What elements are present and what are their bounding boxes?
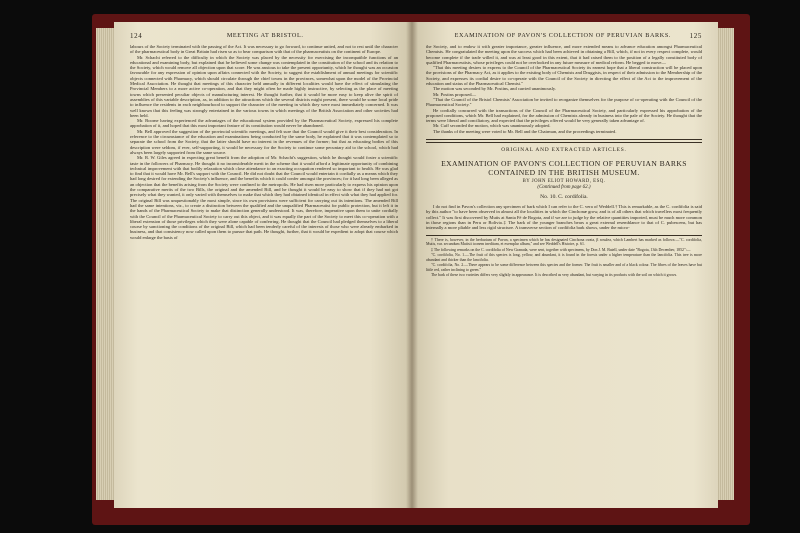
paragraph: I do not find in Pavon's collection any specimen of bark which I can refer to the C. vera of Weddell.† This is remarkable, as the C. cordifolia is said by this author "to have been observed in almost all the localities in which the Cinchonæ grow, and is of all others that which travellers most frequently collect." It was first discovered by Mutis at Santa Fé de Bogota, and if we are to judge by the relative quantities imported, must be much more common in those regions than in Peru or Bolivia.‡ The bark of the younger branches bears a great external resemblance to that of C. pubescens, but has internally a more pliable and less rigid structure. A transverse section of cordifolia bark shows, under the micro- [426,204,702,231]
article-continued-note: (Continued from page 62.) [537,185,591,191]
right-page [412,22,718,508]
section-rule-thin [426,142,702,143]
right-page-header [426,32,702,40]
footnotes [426,235,702,278]
book-spine-gutter [406,22,418,508]
article-title: EXAMINATION OF PAVON'S COLLECTION OF PERUVIAN BARKS CONTAINED IN THE BRITISH MUSEUM. [441,159,687,178]
section-rule [426,139,702,140]
paragraph: The thanks of the meeting were voted to Mr. Bell and the Chairman, and the proceedings terminated. [433,128,617,134]
left-page-body [130,44,398,240]
right-page-number: 125 [689,32,702,40]
footnote: The bark of these two varieties differs very slightly in appearance. It is described as very abundant, but varying in its products with the soil on which it grows. [431,272,678,277]
article-subhead: No. 10. C. cordifolia. [540,194,588,201]
footnote: "C. cordifolia, No. 2.—There appears to be some difference between this species and the former. The fruit is smaller and of a black colour. The fibres of the leaves have but little red, rather inclining to green." [426,262,702,272]
paragraph: "That the Council of the Bristol Chemists' Association be invited to reorganize themselves for the purpose of co-operating with the Council of the Pharmaceutical Society." [426,96,702,108]
article-byline: BY JOHN ELIOT HOWARD, ESQ. [522,179,606,185]
paragraph: The motion was seconded by Mr. Postins, and carried unanimously. [433,86,556,92]
paragraph: Mr. Bell approved the suggestion of the provincial scientific meetings, and felt sure that the Council would give it their best consideration. In reference to the circumstance of the education and examinations being conducted by the same body, he explained that it was contemplated so to separate the school from the Society, that the latter should have no interest in the revenues of the former; but that as educating bodies of this description were seldom, if ever, self-supporting, it would be necessary for the Society to continue some pecuniary aid to the school, which had always been largely supported from the same source. [130,128,398,155]
footnote: "C. cordifolia, No. 1.—The fruit of this species is long, yellow, and abundant, it is found in the forests under a higher temperature than the lancifolia. This tree is more abundant and thicker than the lancifolia. [426,252,702,262]
paragraph: the Society, and to endow it with greater importance, greater influence, and more extended means to advance education amongst Pharmaceutical Chemists. He congratulated the meeting upon the success which had been achieved in obtaining a Bill, which, if not in every respect complete, would become complete if the trade willed it, and was at least good in this extent, that it had raised them to the position of a legally constituted body of qualified Pharmaceutists, whose privileges could not be overlooked in any future measure of medical reform. He begged to move— [426,44,702,65]
paragraph: Mr. R. W. Giles agreed in expecting great benefit from the adoption of Mr. Schacht's suggestion, which he thought would foster a scientific taste in the followers of Pharmacy. He thought it no inconsiderable merit in the scheme that it would afford a legitimate opportunity of combining technical improvement with that bodily relaxation which close attendance to an exacting occupation rendered so important to health. He was glad to find that it would have Mr. Bell's support with the Council. He did not doubt that the Council would entertain it cordially as a means which they had long desired for extending the Society's influence, and the benefits which it could confer amongst the provinces; for it had long been alleged as an objection that the benefits arising from the Society were confined to the metropolis. He had risen more particularly to express his opinion upon the comparative merits of the two Bills, the original and the amended Bill, and he thought it would be easy to show that if they had not got precisely what they wanted, it only varied with themselves to make that which they had obtained identical in effect with what they had applied for. The original Bill was unquestionably the most simple, since its own provisions were sufficient for carrying out its intentions. The amended Bill had the same intentions, viz., to create a distinction between the qualified and the unqualified Pharmaceutist for public protection, but it left it in the hands of the Pharmaceutical Society to make that distinction generally understood. It was, therefore, imperative upon them to unite cordially with the Council of the Pharmaceutical Society to carry out this object, and it was equally the part of the Society to meet this co-operation with a liberal extension of those privileges which they were alone capable of conferring. He thought that the Council had pledged themselves to a liberal course by sanctioning the conditions of the original Bill, which had been tenderly careful of the interests of those who were already embarked in business, and that consistency now called upon them to pursue that path. He thought, further, that it would be expedient to adopt that course which would enlarge the basis of [130,155,398,240]
left-page-edges [96,28,116,500]
left-page-number: 124 [130,32,143,40]
right-page-body [426,44,702,134]
paragraph: Mr. Boorne having experienced the advantages of the educational system provided by the Pharmaceutical Society, expressed his complete approbation of it, and hoped that this most important feature of its constitution would never be abandoned. [130,118,398,129]
section-heading: ORIGINAL AND EXTRACTED ARTICLES. [501,147,627,154]
paragraph: "That this meeting desires to express to the Council of the Pharmaceutical Society its earnest hope that a liberal construction will be placed upon the provisions of the Pharmacy Act, as it applies to the existing body of Chemists and Druggists, in respect of their admission to the Membership of the Society, and expresses its cordial desire to co-operate with the Council of the Society in directing the effect of the Act to the improvement of the education and status of the Pharmaceutical Chemist." [426,65,702,87]
paragraph: labours of the Society terminated with the passing of the Act. It was necessary to go forward, to continue united, and not to rest until the character of the pharmaceutical body in Great Britain had risen so as to bear comparison with that of the pharmaceutists on the continent of Europe. [130,44,398,55]
left-running-head: MEETING AT BRISTOL. [226,32,304,39]
footnote: ‡ The following remarks on the C. cordifolia of New Granada, were sent, together with specimens, by Don J. M. Batell, under date "Bogota, 13th December, 1852":— [431,247,691,252]
footnote: † There is, however, in the herbarium of Pavon, a specimen which he has designated Cinchona ovata, β rosulea, which Lambert has marked as follows:—"C. cordifolia, Mutis, var. secundum Mutisii iconem ineditam, et exemplar album," and see Weddell's Histoire, p. 61. [426,237,702,247]
right-page-edges [716,28,734,500]
paragraph: Mr. Cuff seconded the motion, which was unanimously adopted. [433,123,551,129]
paragraph: Mr. Schacht referred to the difficulty in which the Society was placed by the necessity for exercising the incompatible functions of an educational and examining body, but explained that he believed some change was contemplated in the constitution of the school and its relation to the Society, which would remove all objection upon that score. He was anxious to take the present opportunity, which he thought was an occasion favourable for any expression of opinion upon affairs connected with the Society, to suggest the establishment of annual meetings for scientific objects connected with Pharmacy, which should circulate through the chief towns in the provinces, somewhat upon the model of the Provincial Medical Association. He thought that meetings of this character held annually in different localities would have the effect of stimulating the Provincial Members to a more active co-operation, and that they might often be made highly instructive, by selecting as the place of meeting towns which presented peculiar objects of manufacturing interest. He thought further, that it would be more easy to keep alive the spirit of assemblies of this variable description, as, in addition to the attractions which the several districts might present, there would be some local pride to influence the residents in each neighbourhood to support the character of the meeting in which they were most immediately concerned. It was well known that this feeling was strongly entertained in the various towns in which meetings of the British Association and other societies had been held. [130,54,398,118]
right-running-head: EXAMINATION OF PAVON'S COLLECTION OF PERUVIAN BARKS. [454,32,672,39]
left-page [114,22,412,508]
paragraph: Mr. Postins proposed— [433,91,477,97]
paragraph: He cordially concurred with the transactions of the Council of the Pharmaceutical Society, and particularly expressed his approbation of the proposed conditions, which Mr. Bell had explained, for the admission of Chemists already in business into the pale of the Society. He thought that the terms were liberal and conciliatory, and expected that the privileges offered would be very generally taken advantage of. [426,107,702,124]
left-page-header [130,32,398,40]
article-body [426,204,702,230]
